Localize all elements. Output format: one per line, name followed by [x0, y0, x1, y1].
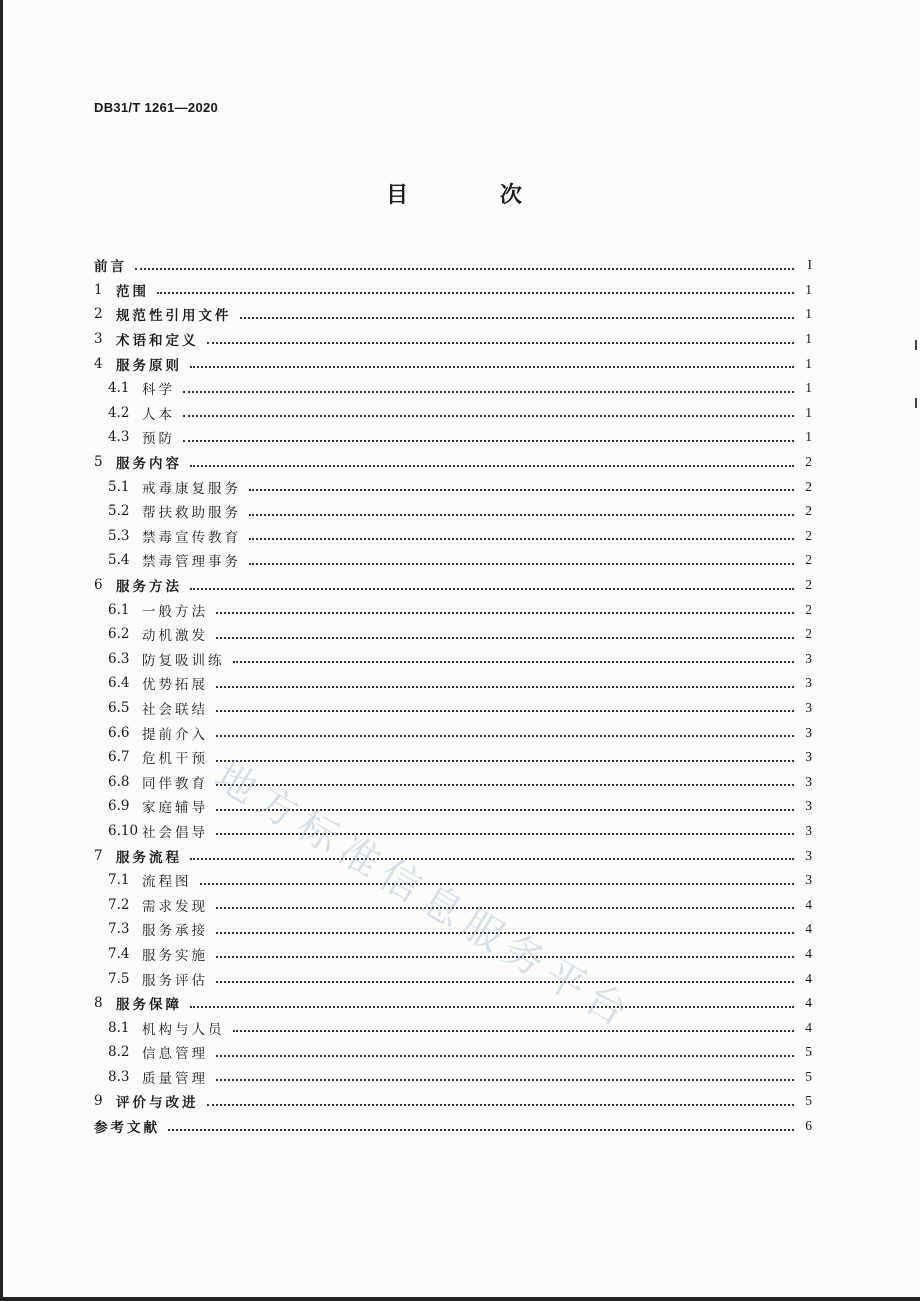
toc-entry-label: 社会倡导 — [142, 824, 208, 841]
toc-entry[interactable] — [94, 966, 812, 991]
dot-leader — [183, 414, 794, 417]
toc-entry[interactable] — [94, 843, 812, 868]
dot-leader — [157, 291, 794, 294]
toc-entry-page: 4 — [805, 945, 812, 961]
toc-entry[interactable] — [94, 647, 812, 672]
dot-leader — [216, 783, 794, 786]
toc-entry-label: 动机激发 — [142, 628, 208, 645]
toc-entry-number: 5 — [94, 454, 103, 471]
toc-entry-page: 3 — [805, 773, 812, 789]
toc-entry[interactable] — [94, 302, 812, 327]
dot-leader — [216, 1078, 794, 1081]
toc-entry-page: 3 — [805, 798, 812, 814]
toc-entry-page: 5 — [805, 1044, 812, 1060]
toc-entry-label: 帮扶救助服务 — [142, 505, 241, 522]
table-of-contents — [94, 253, 812, 1138]
toc-entry-number: 6.3 — [108, 650, 130, 667]
document-number: DB31/T 1261—2020 — [94, 100, 219, 115]
toc-entry-number: 4.3 — [108, 429, 130, 446]
toc-entry-label: 家庭辅导 — [142, 800, 208, 817]
dot-leader — [249, 513, 794, 516]
toc-entry-number: 6.7 — [108, 749, 130, 766]
toc-entry-label: 一般方法 — [142, 603, 208, 620]
dot-leader — [216, 709, 794, 712]
toc-entry[interactable] — [94, 376, 812, 401]
toc-entry-number: 6.4 — [108, 675, 130, 692]
toc-entry-number: 5.4 — [108, 552, 130, 569]
dot-leader — [216, 1054, 794, 1057]
dot-leader — [190, 365, 794, 368]
toc-entry[interactable] — [94, 253, 812, 278]
toc-entry[interactable] — [94, 548, 812, 573]
toc-entry-page: 1 — [805, 404, 812, 420]
toc-entry-number: 9 — [94, 1093, 103, 1110]
toc-entry[interactable] — [94, 991, 812, 1016]
dot-leader — [183, 439, 794, 442]
dot-leader — [190, 1005, 794, 1008]
toc-entry-label: 服务原则 — [116, 357, 182, 374]
toc-entry-number: 4.2 — [108, 404, 130, 421]
toc-entry-page: 2 — [805, 577, 812, 593]
toc-entry-page: 1 — [805, 331, 812, 347]
toc-entry-page: 2 — [805, 527, 812, 543]
toc-entry-label: 规范性引用文件 — [116, 308, 232, 325]
toc-entry-number: 6.6 — [108, 724, 130, 741]
toc-entry-label: 人本 — [142, 406, 175, 423]
toc-entry-label: 信息管理 — [142, 1046, 208, 1063]
dot-leader — [216, 931, 794, 934]
toc-entry[interactable] — [94, 942, 812, 967]
toc-entry[interactable] — [94, 1040, 812, 1065]
dot-leader — [216, 955, 794, 958]
toc-entry-label: 术语和定义 — [116, 333, 199, 350]
toc-entry-number: 4 — [94, 355, 103, 372]
dot-leader — [135, 267, 794, 270]
toc-entry-page: 2 — [805, 601, 812, 617]
toc-entry-number: 6 — [94, 577, 103, 594]
toc-entry-label: 质量管理 — [142, 1070, 208, 1087]
dot-leader — [183, 390, 794, 393]
toc-entry-number: 5.3 — [108, 527, 130, 544]
toc-entry-page: 4 — [805, 921, 812, 937]
toc-entry-page: 3 — [805, 650, 812, 666]
toc-entry[interactable] — [94, 745, 812, 770]
margin-mark — [915, 398, 917, 408]
toc-entry-page: 4 — [805, 995, 812, 1011]
toc-entry[interactable] — [94, 868, 812, 893]
toc-entry-number: 7.1 — [108, 872, 130, 889]
dot-leader — [168, 1128, 794, 1131]
toc-entry[interactable] — [94, 278, 812, 303]
toc-entry-number: 7 — [94, 847, 103, 864]
toc-entry[interactable] — [94, 327, 812, 352]
toc-entry-page: 1 — [805, 306, 812, 322]
dot-leader — [190, 587, 794, 590]
toc-entry-page: 2 — [805, 478, 812, 494]
toc-entry-page: 2 — [805, 454, 812, 470]
toc-entry-page: 5 — [805, 1093, 812, 1109]
dot-leader — [216, 685, 794, 688]
dot-leader — [216, 906, 794, 909]
toc-entry-number: 6.8 — [108, 773, 130, 790]
toc-entry[interactable] — [94, 917, 812, 942]
toc-entry[interactable] — [94, 892, 812, 917]
dot-leader — [216, 808, 794, 811]
toc-entry-number: 5.2 — [108, 503, 130, 520]
toc-entry-label: 防复吸训练 — [142, 652, 225, 669]
dot-leader — [216, 636, 794, 639]
toc-entry-label: 社会联结 — [142, 701, 208, 718]
toc-entry-label: 流程图 — [142, 874, 192, 891]
toc-entry-page: 2 — [805, 552, 812, 568]
toc-entry-page: 1 — [805, 281, 812, 297]
toc-entry-label: 禁毒管理事务 — [142, 554, 241, 571]
toc-entry-label: 服务承接 — [142, 923, 208, 940]
toc-entry-label: 服务方法 — [116, 579, 182, 596]
toc-entry-number: 6.2 — [108, 626, 130, 643]
toc-entry[interactable] — [94, 819, 812, 844]
toc-entry-page: 2 — [805, 626, 812, 642]
toc-entry[interactable] — [94, 622, 812, 647]
toc-entry-label: 服务流程 — [116, 849, 182, 866]
toc-entry-page: 6 — [805, 1118, 812, 1134]
toc-entry-page: 3 — [805, 675, 812, 691]
toc-entry-label: 禁毒宣传教育 — [142, 529, 241, 546]
dot-leader — [249, 488, 794, 491]
toc-entry[interactable] — [94, 1114, 812, 1139]
watermark: 地方标准信息服务平台 — [206, 752, 642, 1040]
dot-leader — [233, 1029, 795, 1032]
toc-entry-number: 8 — [94, 995, 103, 1012]
toc-entry-label: 提前介入 — [142, 726, 208, 743]
toc-entry-label: 优势拓展 — [142, 677, 208, 694]
toc-entry-number: 2 — [94, 306, 103, 323]
toc-entry-page: I — [807, 257, 812, 273]
toc-entry-number: 6.9 — [108, 798, 130, 815]
toc-entry-label: 服务保障 — [116, 997, 182, 1014]
toc-entry-page: 1 — [805, 429, 812, 445]
toc-entry-number: 8.2 — [108, 1044, 130, 1061]
toc-entry[interactable] — [94, 425, 812, 450]
toc-entry-label: 服务内容 — [116, 456, 182, 473]
toc-entry[interactable] — [94, 769, 812, 794]
dot-leader — [190, 464, 794, 467]
page-bottom-edge — [0, 1297, 920, 1301]
toc-entry-page: 1 — [805, 355, 812, 371]
dot-leader — [200, 882, 795, 885]
toc-entry-page: 4 — [805, 896, 812, 912]
margin-mark — [915, 340, 917, 350]
toc-entry-label: 戒毒康复服务 — [142, 480, 241, 497]
dot-leader — [190, 857, 794, 860]
toc-entry-number: 7.4 — [108, 945, 130, 962]
toc-entry-label: 预防 — [142, 431, 175, 448]
toc-entry-number: 7.5 — [108, 970, 130, 987]
page-title: 目 次 — [386, 183, 564, 208]
toc-entry-label: 范围 — [116, 283, 149, 300]
toc-entry-label: 科学 — [142, 382, 175, 399]
toc-entry[interactable] — [94, 499, 812, 524]
toc-entry-number: 3 — [94, 331, 103, 348]
toc-entry[interactable] — [94, 696, 812, 721]
toc-entry-number: 7.3 — [108, 921, 130, 938]
toc-entry-number: 7.2 — [108, 896, 130, 913]
toc-entry-page: 5 — [805, 1068, 812, 1084]
toc-entry-page: 2 — [805, 503, 812, 519]
toc-entry-number: 6.5 — [108, 699, 130, 716]
dot-leader — [216, 759, 794, 762]
toc-entry[interactable] — [94, 573, 812, 598]
toc-entry-page: 3 — [805, 822, 812, 838]
dot-leader — [249, 537, 794, 540]
toc-entry-label: 服务实施 — [142, 947, 208, 964]
toc-entry-page: 4 — [805, 970, 812, 986]
dot-leader — [216, 980, 794, 983]
toc-entry[interactable] — [94, 1065, 812, 1090]
toc-entry-number: 8.1 — [108, 1019, 130, 1036]
toc-entry[interactable] — [94, 474, 812, 499]
toc-entry-label: 前言 — [94, 259, 127, 276]
dot-leader — [216, 832, 794, 835]
toc-entry-number: 5.1 — [108, 478, 130, 495]
toc-entry-page: 4 — [805, 1019, 812, 1035]
toc-entry-number: 6.1 — [108, 601, 130, 618]
dot-leader — [207, 341, 795, 344]
dot-leader — [240, 316, 795, 319]
toc-entry-number: 8.3 — [108, 1068, 130, 1085]
toc-entry-label: 参考文献 — [94, 1120, 160, 1137]
toc-entry-page: 3 — [805, 749, 812, 765]
toc-entry-number: 4.1 — [108, 380, 130, 397]
toc-entry-label: 机构与人员 — [142, 1021, 225, 1038]
toc-entry[interactable] — [94, 351, 812, 376]
toc-entry-label: 危机干预 — [142, 751, 208, 768]
toc-entry[interactable] — [94, 794, 812, 819]
toc-entry-page: 3 — [805, 872, 812, 888]
toc-entry-page: 3 — [805, 699, 812, 715]
toc-entry[interactable] — [94, 1089, 812, 1114]
dot-leader — [249, 562, 794, 565]
toc-entry-label: 服务评估 — [142, 972, 208, 989]
toc-entry[interactable] — [94, 597, 812, 622]
toc-entry[interactable] — [94, 450, 812, 475]
toc-entry[interactable] — [94, 720, 812, 745]
toc-entry-label: 同伴教育 — [142, 775, 208, 792]
dot-leader — [207, 1103, 795, 1106]
dot-leader — [216, 734, 794, 737]
toc-entry-label: 需求发现 — [142, 898, 208, 915]
toc-entry-page: 3 — [805, 847, 812, 863]
toc-entry[interactable] — [94, 401, 812, 426]
toc-entry[interactable] — [94, 524, 812, 549]
toc-entry-number: 6.10 — [108, 822, 139, 839]
toc-entry-label: 评价与改进 — [116, 1095, 199, 1112]
toc-entry[interactable] — [94, 671, 812, 696]
toc-entry-page: 1 — [805, 380, 812, 396]
dot-leader — [233, 660, 795, 663]
toc-entry-page: 3 — [805, 724, 812, 740]
toc-entry-number: 1 — [94, 281, 103, 298]
dot-leader — [216, 611, 794, 614]
toc-entry[interactable] — [94, 1015, 812, 1040]
